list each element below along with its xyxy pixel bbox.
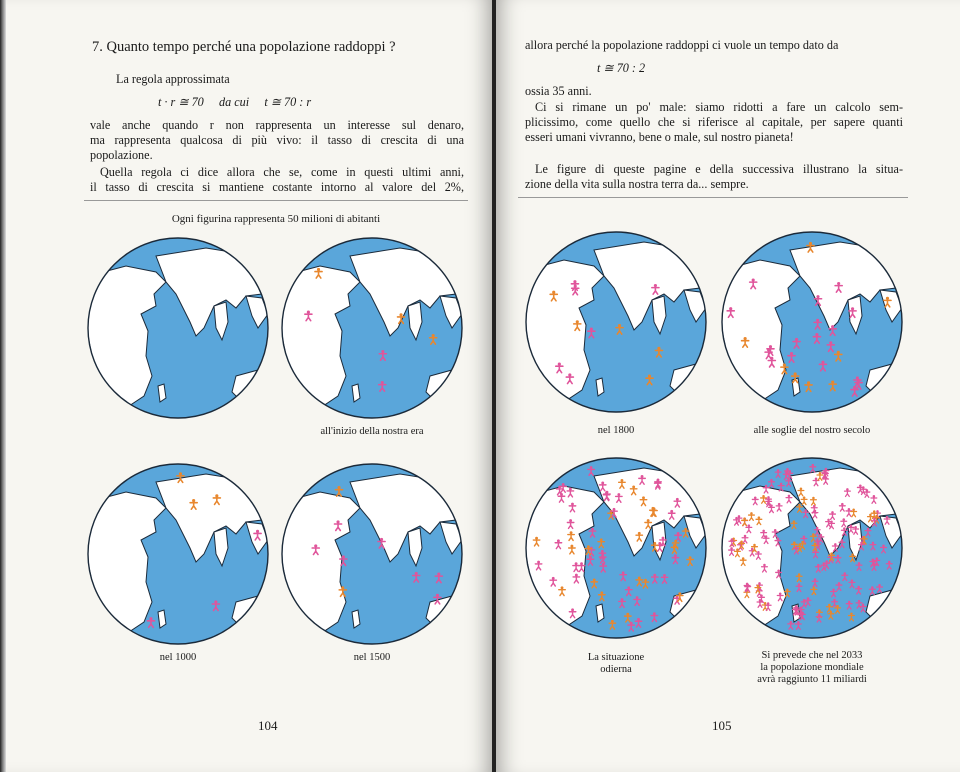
divider [84, 200, 468, 201]
globe-caption: nel 1000 [159, 652, 197, 663]
globe-map [280, 236, 464, 420]
globe-caption: all'inizio della nostra era [320, 426, 424, 437]
landmass [866, 364, 902, 398]
paragraph-rule-intro: La regola approssimata [116, 72, 230, 86]
globe-caption: alle soglie del nostro secolo [753, 425, 871, 436]
landmass [158, 610, 166, 628]
landmass [866, 590, 902, 624]
page-105 [496, 0, 960, 772]
globe-year-1500 [280, 462, 464, 646]
landmass [232, 370, 268, 404]
globe-caption: la popolazione mondiale [760, 662, 864, 673]
globe-year-2033 [720, 456, 904, 640]
formula: t ≅ 70 : 2 [597, 61, 646, 75]
globe-today [524, 456, 708, 640]
page-number: 105 [712, 718, 732, 733]
landmass [352, 384, 360, 402]
globe-map [524, 230, 708, 414]
globe-map [86, 236, 270, 420]
landmass [596, 378, 604, 396]
globe-map [720, 230, 904, 414]
text-line: zione della vita sulla nostra terra da... sempre. [525, 177, 749, 191]
landmass [670, 364, 706, 398]
text-line: Quella regola ci dice allora che se, come in questi ultimi anni, [100, 165, 464, 179]
landmass [670, 590, 706, 624]
text-line: vale anche quando r non rappresenta un interesse sul denaro, [90, 118, 464, 132]
globe-caption: nel 1500 [353, 652, 391, 663]
landmass [426, 370, 462, 404]
globe-map [86, 462, 270, 646]
text-line: ma rappresenta qualcosa di più vivo: il tasso di crescita di una [90, 133, 464, 147]
text-line: plicissimo, come quello che si riferisce al capitale, per sapere quanti [525, 115, 903, 129]
globe-map [280, 462, 464, 646]
landmass [158, 384, 166, 402]
text-line: allora perché la popolazione raddoppi ci vuole un tempo dato da [525, 38, 839, 52]
globe-year-1000 [86, 462, 270, 646]
page-edge [0, 0, 6, 772]
globe-year-0 [280, 236, 464, 420]
globe-caption: nel 1800 [597, 425, 635, 436]
landmass [596, 604, 604, 622]
globe-map [720, 456, 904, 640]
landmass [426, 596, 462, 630]
text-line: popolazione. [90, 148, 153, 162]
globe-year-1900 [720, 230, 904, 414]
text-line: ossia 35 anni. [525, 84, 592, 98]
globe-map [524, 456, 708, 640]
globe-caption: avrà raggiunto 11 miliardi [757, 674, 867, 685]
divider [518, 197, 908, 198]
globe-year-1800 [524, 230, 708, 414]
globe-caption: odierna [600, 664, 632, 675]
text-line: Le figure di queste pagine e della successiva illustrano la situa- [535, 162, 903, 176]
landmass [352, 610, 360, 628]
globe-caption: La situazione [587, 652, 645, 663]
page-number: 104 [258, 718, 278, 733]
section-heading: 7. Quanto tempo perché una popolazione raddoppi ? [92, 39, 396, 55]
text-line: esseri umani vivranno, bene o male, sul nostro pianeta! [525, 130, 794, 144]
text-line: il tasso di crescita si mantiene costante intorno al valore del 2%, [90, 180, 464, 194]
landmass [232, 596, 268, 630]
figure-caption: Ogni figurina rappresenta 50 milioni di abitanti [171, 213, 381, 225]
formula: t · r ≅ 70 da cui t ≅ 70 : r [158, 95, 312, 109]
globe-prehistory [86, 236, 270, 420]
text-line: Ci si rimane un po' male: siamo ridotti a fare un calcolo sem- [535, 100, 903, 114]
globe-caption: Si prevede che nel 2033 [761, 650, 863, 661]
